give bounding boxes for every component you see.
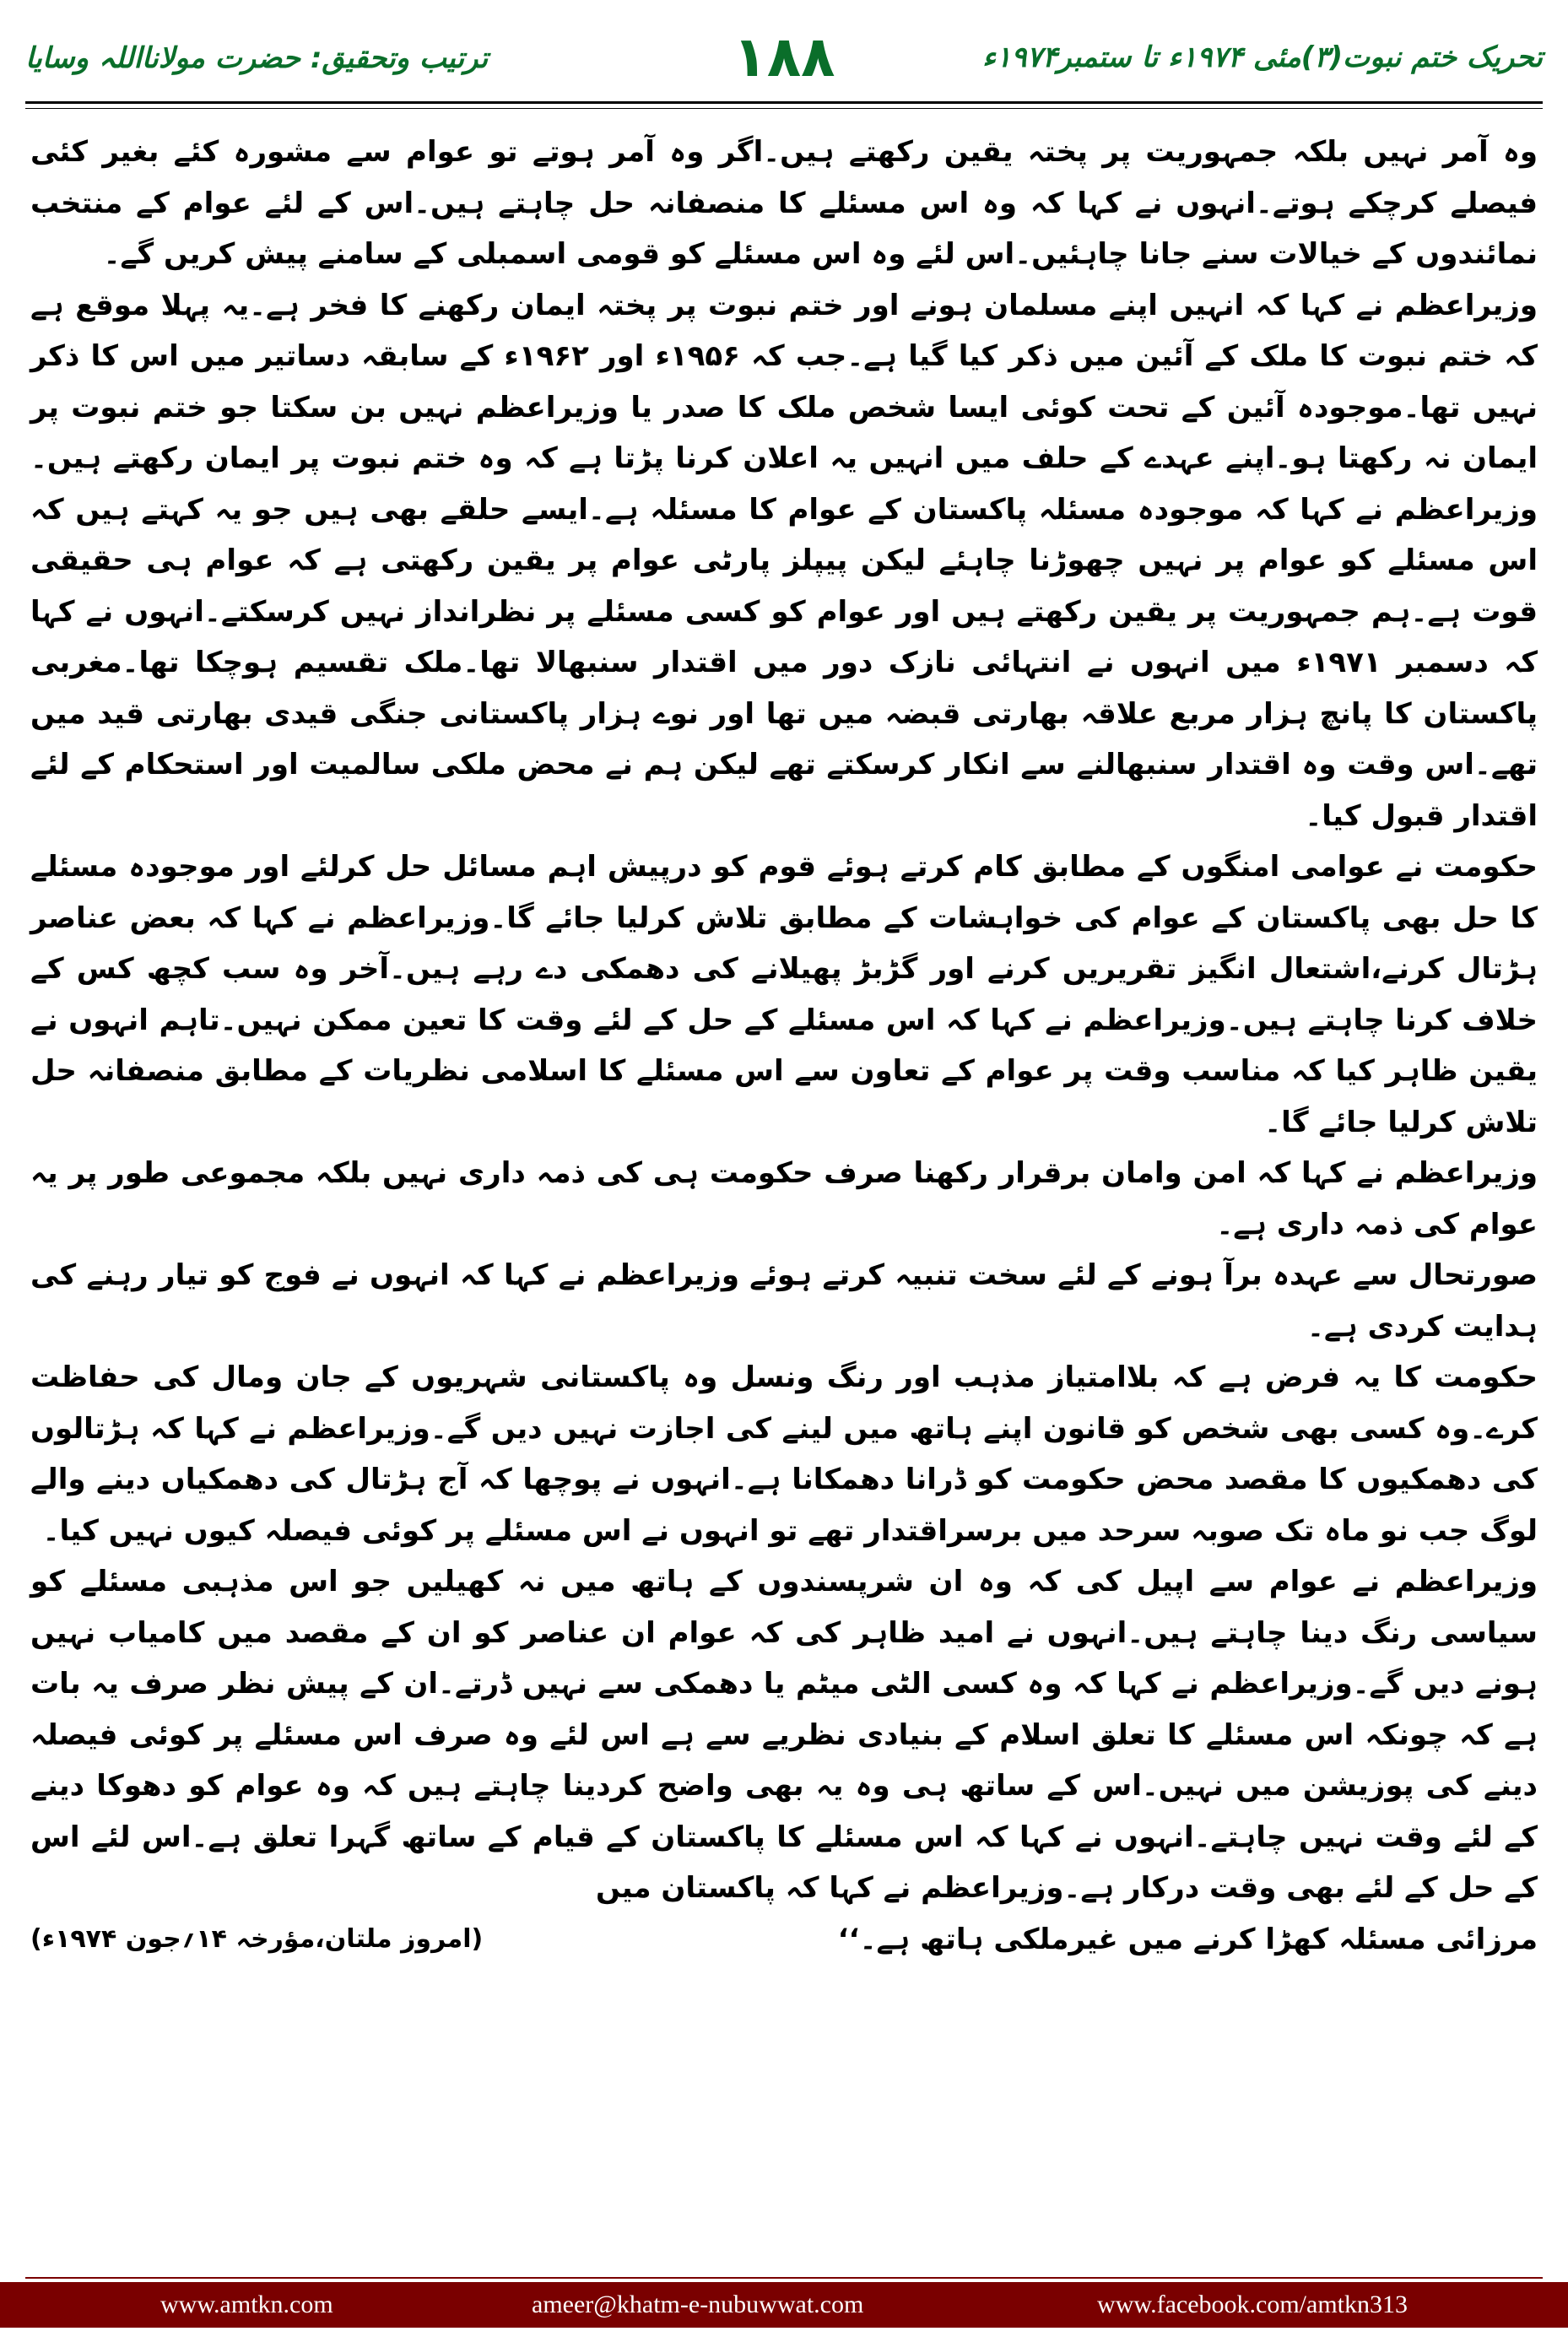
- footer-divider: [25, 2277, 1543, 2279]
- header-divider: [25, 101, 1543, 104]
- closing-quote-text: مرزائی مسئلہ کھڑا کرنے میں غیرملکی ہاتھ ہے۔‘‘: [837, 1922, 1538, 1956]
- paragraph-7: وزیراعظم نے عوام سے اپیل کی کہ وہ ان شرپسندوں کے ہاتھ میں نہ کھیلیں جو اس مذہبی مسئلے کو سیاسی رنگ دینا چاہتے ہیں۔انہوں نے امید ظاہر کی کہ عوام ان عناصر کو ان کے مقصد میں کامیاب نہیں ہونے دیں گے۔وزیراعظم نے کہا کہ وہ کسی الٹی میٹم یا دھمکی سے نہیں ڈرتے۔ان کے پیش نظر صرف یہ بات ہے کہ چونکہ اس مسئلے کا تعلق اسلام کے بنیادی نظریے سے ہے اس لئے وہ صرف اس مسئلے پر کوئی فیصلہ دینے کی پوزیشن میں نہیں۔اس کے ساتھ ہی وہ یہ بھی واضح کردینا چاہتے ہیں کہ وہ عوام کو دھوکا دینے کے لئے وقت نہیں چاہتے۔انہوں نے کہا کہ اس مسئلے کا پاکستان کے قیام کے ساتھ گہرا تعلق ہے۔اس لئے اس کے حل کے لئے بھی وقت درکار ہے۔وزیراعظم نے کہا کہ پاکستان میں: [30, 1565, 1538, 1905]
- paragraph-6: حکومت کا یہ فرض ہے کہ بلاامتیاز مذہب اور رنگ ونسل وہ پاکستانی شہریوں کے جان ومال کی حفاظت کرے۔وہ کسی بھی شخص کو قانون اپنے ہاتھ میں لینے کی اجازت نہیں دیں گے۔وزیراعظم نے کہا کہ ہڑتالوں کی دھمکیوں کا مقصد محض حکومت کو ڈرانا دھمکانا ہے۔انہوں نے پوچھا کہ آج ہڑتال کی دھمکیاں دینے والے لوگ جب نو ماہ تک صوبہ سرحد میں برسراقتدار تھے تو انہوں نے اس مسئلے پر کوئی فیصلہ کیوں نہیں کیا۔: [30, 1360, 1538, 1548]
- page-footer: [0, 2282, 1568, 2328]
- paragraph-3: حکومت نے عوامی امنگوں کے مطابق کام کرتے ہوئے قوم کو درپیش اہم مسائل حل کرلئے اور موجودہ مسئلے کا حل بھی پاکستان کے عوام کی خواہشات کے مطابق تلاش کرلیا جائے گا۔وزیراعظم نے کہا کہ بعض عناصر ہڑتال کرنے،اشتعال انگیز تقریریں کرنے اور گڑبڑ پھیلانے کی دھمکی دے رہے ہیں۔آخر وہ سب کچھ کس کے خلاف کرنا چاہتے ہیں۔وزیراعظم نے کہا کہ اس مسئلے کے حل کے لئے وقت کا تعین ممکن نہیں۔تاہم انہوں نے یقین ظاہر کیا کہ مناسب وقت پر عوام کے تعاون سے اس مسئلے کا اسلامی نظریات کے مطابق منصفانہ حل تلاش کرلیا جائے گا۔: [30, 850, 1538, 1139]
- compiler-credit: ترتیب وتحقیق: حضرت مولانااللہ وسایا: [25, 41, 489, 75]
- facebook-link[interactable]: www.facebook.com/amtkn313: [1097, 2291, 1408, 2318]
- source-citation: (امروز ملتان،مؤرخہ ۱۴؍جون ۱۹۷۴ء): [30, 1923, 484, 1954]
- page-number: ۱۸۸: [733, 24, 835, 89]
- paragraph-2: وزیراعظم نے کہا کہ انہیں اپنے مسلمان ہونے اور ختم نبوت پر پختہ ایمان رکھنے کا فخر ہے۔یہ پہلا موقع ہے کہ ختم نبوت کا ملک کے آئین میں ذکر کیا گیا ہے۔جب کہ ۱۹۵۶ء اور ۱۹۶۲ء کے سابقہ دساتیر میں اس کا ذکر نہیں تھا۔موجودہ آئین کے تحت کوئی ایسا شخص ملک کا صدر یا وزیراعظم نہیں بن سکتا جو ختم نبوت پر ایمان نہ رکھتا ہو۔اپنے عہدے کے حلف میں انہیں یہ اعلان کرنا پڑتا ہے کہ وہ ختم نبوت پر ایمان رکھتے ہیں۔وزیراعظم نے کہا کہ موجودہ مسئلہ پاکستان کے عوام کا مسئلہ ہے۔ایسے حلقے بھی ہیں جو یہ کہتے ہیں کہ اس مسئلے کو عوام پر نہیں چھوڑنا چاہئے لیکن پیپلز پارٹی عوام پر یقین رکھتی ہے کہ عوام ہی حقیقی قوت ہے۔ہم جمہوریت پر یقین رکھتے ہیں اور عوام کو کسی مسئلے پر نظرانداز نہیں کرسکتے۔انہوں نے کہا کہ دسمبر ۱۹۷۱ء میں انہوں نے انتہائی نازک دور میں اقتدار سنبھالا تھا۔ملک تقسیم ہوچکا تھا۔مغربی پاکستان کا پانچ ہزار مربع علاقہ بھارتی قبضہ میں تھا اور نوے ہزار پاکستانی جنگی قیدی بھارتی قید میں تھے۔اس وقت وہ اقتدار سنبھالنے سے انکار کرسکتے تھے لیکن ہم نے محض ملکی سالمیت اور استحکام کے لئے اقتدار قبول کیا۔: [30, 288, 1538, 833]
- header-divider-thin: [25, 108, 1543, 109]
- page-body: [30, 127, 1538, 1965]
- email-link[interactable]: ameer@khatm-e-nubuwwat.com: [532, 2291, 864, 2318]
- paragraph-4: وزیراعظم نے کہا کہ امن وامان برقرار رکھنا صرف حکومت ہی کی ذمہ داری نہیں بلکہ مجموعی طور پر یہ عوام کی ذمہ داری ہے۔: [30, 1156, 1538, 1241]
- closing-line: [30, 1914, 1538, 1965]
- paragraph-5: صورتحال سے عہدہ برآ ہونے کے لئے سخت تنبیہ کرتے ہوئے وزیراعظم نے کہا کہ انہوں نے فوج کو تیار رہنے کی ہدایت کردی ہے۔: [30, 1258, 1538, 1344]
- paragraph-1: وہ آمر نہیں بلکہ جمہوریت پر پختہ یقین رکھتے ہیں۔اگر وہ آمر ہوتے تو عوام سے مشورہ کئے بغیر کئی فیصلے کرچکے ہوتے۔انہوں نے کہا کہ وہ اس مسئلے کا منصفانہ حل چاہتے ہیں۔اس کے لئے عوام کے منتخب نمائندوں کے خیالات سنے جانا چاہئیں۔اس لئے وہ اس مسئلے کو قومی اسمبلی کے سامنے پیش کریں گے۔: [30, 135, 1538, 271]
- page-header: [25, 24, 1543, 100]
- book-title: تحریک ختم نبوت(۳)مئی ۱۹۷۴ء تا ستمبر۱۹۷۴ء: [982, 41, 1543, 74]
- website-link[interactable]: www.amtkn.com: [160, 2291, 333, 2318]
